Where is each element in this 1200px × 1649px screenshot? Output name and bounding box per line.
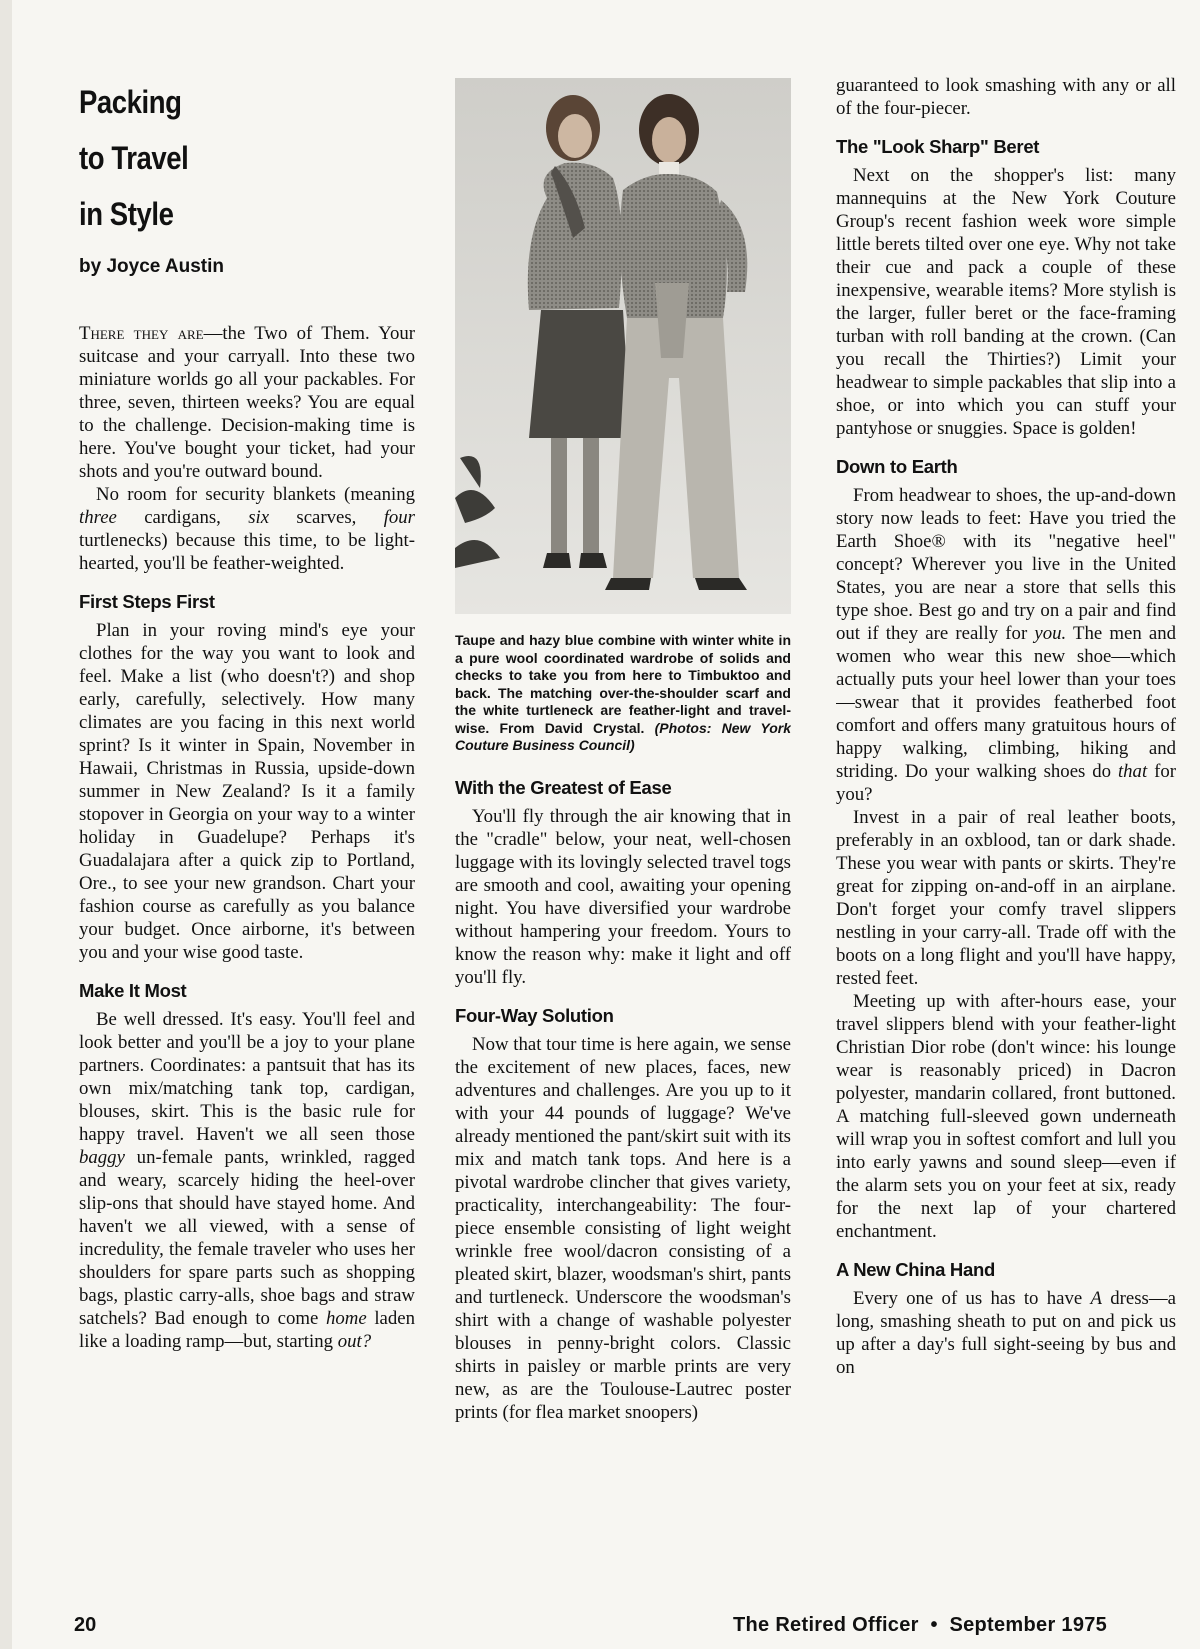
text-span: scarves, (269, 507, 384, 528)
paragraph-fly: You'll fly through the air knowing that in the "cradle" below, your neat, well-chosen luggage with its lovingly selected travel togs are smooth and cool, awaiting your opening night. You have diversified your wardrobe without hampering your freedom. Yours to know the reason why: make it light and off you'll fly. (455, 805, 791, 988)
heading-greatest-ease: With the Greatest of Ease (455, 776, 672, 798)
paragraph-dress (836, 1287, 1176, 1379)
italic-span: six (248, 507, 270, 528)
title-line-3: in Style (79, 196, 174, 232)
intro-text: —the Two of Them. Your suitcase and your carryall. Into these two miniature worlds go all your packables. For three, seven, thirteen weeks? You are equal to the challenge. Decision-making time is here. You've bought your ticket, had your shots and you're outward bound. (79, 323, 415, 482)
fashion-photo (455, 78, 791, 614)
text-span: dress—a long, smashing sheath to put on and pick us up after a day's full sight-seeing by bus and on (836, 1288, 1176, 1378)
italic-span: baggy (79, 1147, 125, 1168)
italic-span: that (1117, 761, 1148, 782)
paragraph-continued: guaranteed to look smashing with any or all of the four-piecer. (836, 75, 1176, 119)
column-2 (455, 78, 791, 1549)
photo-credit: (Photos: New York Couture Business Council) (455, 719, 791, 753)
italic-span: out? (337, 1331, 372, 1352)
italic-span: four (383, 507, 415, 528)
text-span: No room for security blankets (meaning (96, 484, 415, 505)
paragraph-intro (79, 322, 415, 483)
text-span: un-female pants, wrinkled, ragged and weary, scarcely hiding the heel-over slip-ons that should have stayed home. And haven't we all viewed, with a sense of incredulity, the female traveler who uses her shoulders for spare parts such as shopping bags, plastic carry-alls, shoe bags and straw satchels? Bad enough to come (79, 1147, 415, 1329)
paragraph-well-dressed (79, 1008, 415, 1353)
column-3 (836, 74, 1176, 1549)
page-number: 20 (74, 1614, 97, 1636)
text-span: From headwear to shoes, the up-and-down story now leads to feet: Have you tried the Earth Shoe® with its "negative heel" concept? Wherever you live in the United States, you are near a store that sells this type shoe. Best go and try on a pair and find out if they are really for (836, 485, 1176, 644)
photo-caption (455, 632, 791, 755)
text-span: cardigans, (116, 507, 249, 528)
text-span: Be well dressed. It's easy. You'll feel and look better and you'll be a joy to your plane partners. Coordinates: a pantsuit that has its own mix/matching tank top, cardigan, blouses, skirt. This is the basic rule for happy travel. Haven't we all seen those (79, 1009, 415, 1145)
text-span: turtlenecks) because this time, to be light-hearted, you'll be feather-weighted. (79, 530, 415, 574)
paragraph-plan: Plan in your roving mind's eye your clothes for the way you want to look and feel. Make a list (who doesn't?) and shop early, carefully, selectively. How many climates are you facing in this next world sprint? Is it winter in Spain, November in Hawaii, Christmas in Russia, upside-down summer in New Zealand? Is it a family stopover in Georgia on your way to a winter holiday in Guadelupe? Perhaps it's Guadalajara after a quick zip to Portland, Ore., to see your new grandson. Chart your fashion course as carefully as you balance your budget. Once airborne, it's between you and your wise good taste. (79, 620, 415, 963)
heading-four-way: Four-Way Solution (455, 1004, 614, 1026)
italic-span: home (325, 1308, 367, 1329)
paragraph-beret: Next on the shopper's list: many mannequins at the New York Couture Group's recent fashion week wore simple little berets tilted over one eye. Why not take their cue and pack a couple of these inexpensive, wearable items? More stylish is the larger, fuller beret or the face-framing turban with roll banding at the crown. (Can you recall the Thirties?) Limit your headwear to simple packables that slip into a shoe, or into which you can stuff your pantyhose or snuggies. Space is golden! (836, 165, 1176, 439)
text-span: The men and women who wear this new shoe—which actually puts your heel lower than your toes—swear that it provides featherbed foot comfort and offers many gratuitous hours of happy walking, climbing, hiking and striding. Do your walking shoes do (836, 623, 1176, 782)
paragraph-tour-time: Now that tour time is here again, we sense the excitement of new places, faces, new adventures and challenges. Are you up to it with your 44 pounds of luggage? We've already mentioned the pant/skirt suit with its mix and match tank tops. And here is a pivotal wardrobe clincher that gives variety, practicality, interchangeability: The four-piece ensemble consisting of light weight wrinkle free wool/dacron consisting of a pleated skirt, blazer, woodsman's shirt, pants and turtleneck. Underscore the woodsman's shirt with a change of washable polyester blouses in penny-bright colors. Classic shirts in paisley or marble prints are very new, as are the Toulouse-Lautrec poster prints (for flea market snoopers) (455, 1033, 791, 1423)
paragraph-boots: Invest in a pair of real leather boots, preferably in an oxblood, tan or dark shade. These you wear with pants or skirts. They're great for zipping on-and-off in an airplane. Don't forget your comfy travel slippers nestling in your carry-all. Trade off with the boots on a long flight and you'll have happy, rested feet. (836, 807, 1176, 989)
text-span: for you? (836, 761, 1176, 805)
italic-span: A (1090, 1288, 1102, 1309)
column-1 (79, 74, 415, 1549)
heading-china-hand: A New China Hand (836, 1259, 995, 1280)
heading-down-to-earth: Down to Earth (836, 456, 958, 477)
article-title (79, 74, 415, 242)
caption-text: Taupe and hazy blue combine with winter white in a pure wool coordinated wardrobe of solids and checks to take you from here to Timbuktoo and back. The matching over-the-shoulder scarf and the white turtleneck are feather-light and travel-wise. From David Crystal. (455, 632, 791, 736)
paragraph-security-blankets (79, 483, 415, 575)
page-binding-edge (0, 0, 12, 1649)
heading-look-sharp-beret: The "Look Sharp" Beret (836, 136, 1040, 157)
byline: by Joyce Austin (79, 256, 225, 277)
publication-line: The Retired Officer • September 1975 (733, 1614, 1108, 1636)
heading-first-steps: First Steps First (79, 591, 215, 612)
title-line-2: to Travel (79, 140, 189, 176)
intro-smallcaps: There they are (79, 323, 204, 344)
italic-span: you. (1034, 623, 1067, 644)
two-models-illustration (455, 78, 791, 614)
text-span: laden like a loading ramp—but, starting (79, 1308, 415, 1352)
title-line-1: Packing (79, 84, 182, 120)
paragraph-slippers: Meeting up with after-hours ease, your travel slippers blend with your feather-light Christian Dior robe (don't wince: his lounge wear is reasonably priced) in Dacron polyester, mandarin collared, front buttoned. A matching full-sleeved gown underneath will wrap you in softest comfort and lull you into early yawns and sound sleep—even if the alarm sets you on your feet at six, ready for the next lap of your chartered enchantment. (836, 991, 1176, 1242)
paragraph-earth-shoe (836, 484, 1176, 806)
italic-span: three (79, 507, 117, 528)
text-span: Every one of us has to have (853, 1288, 1091, 1309)
heading-make-it-most: Make It Most (79, 980, 187, 1001)
